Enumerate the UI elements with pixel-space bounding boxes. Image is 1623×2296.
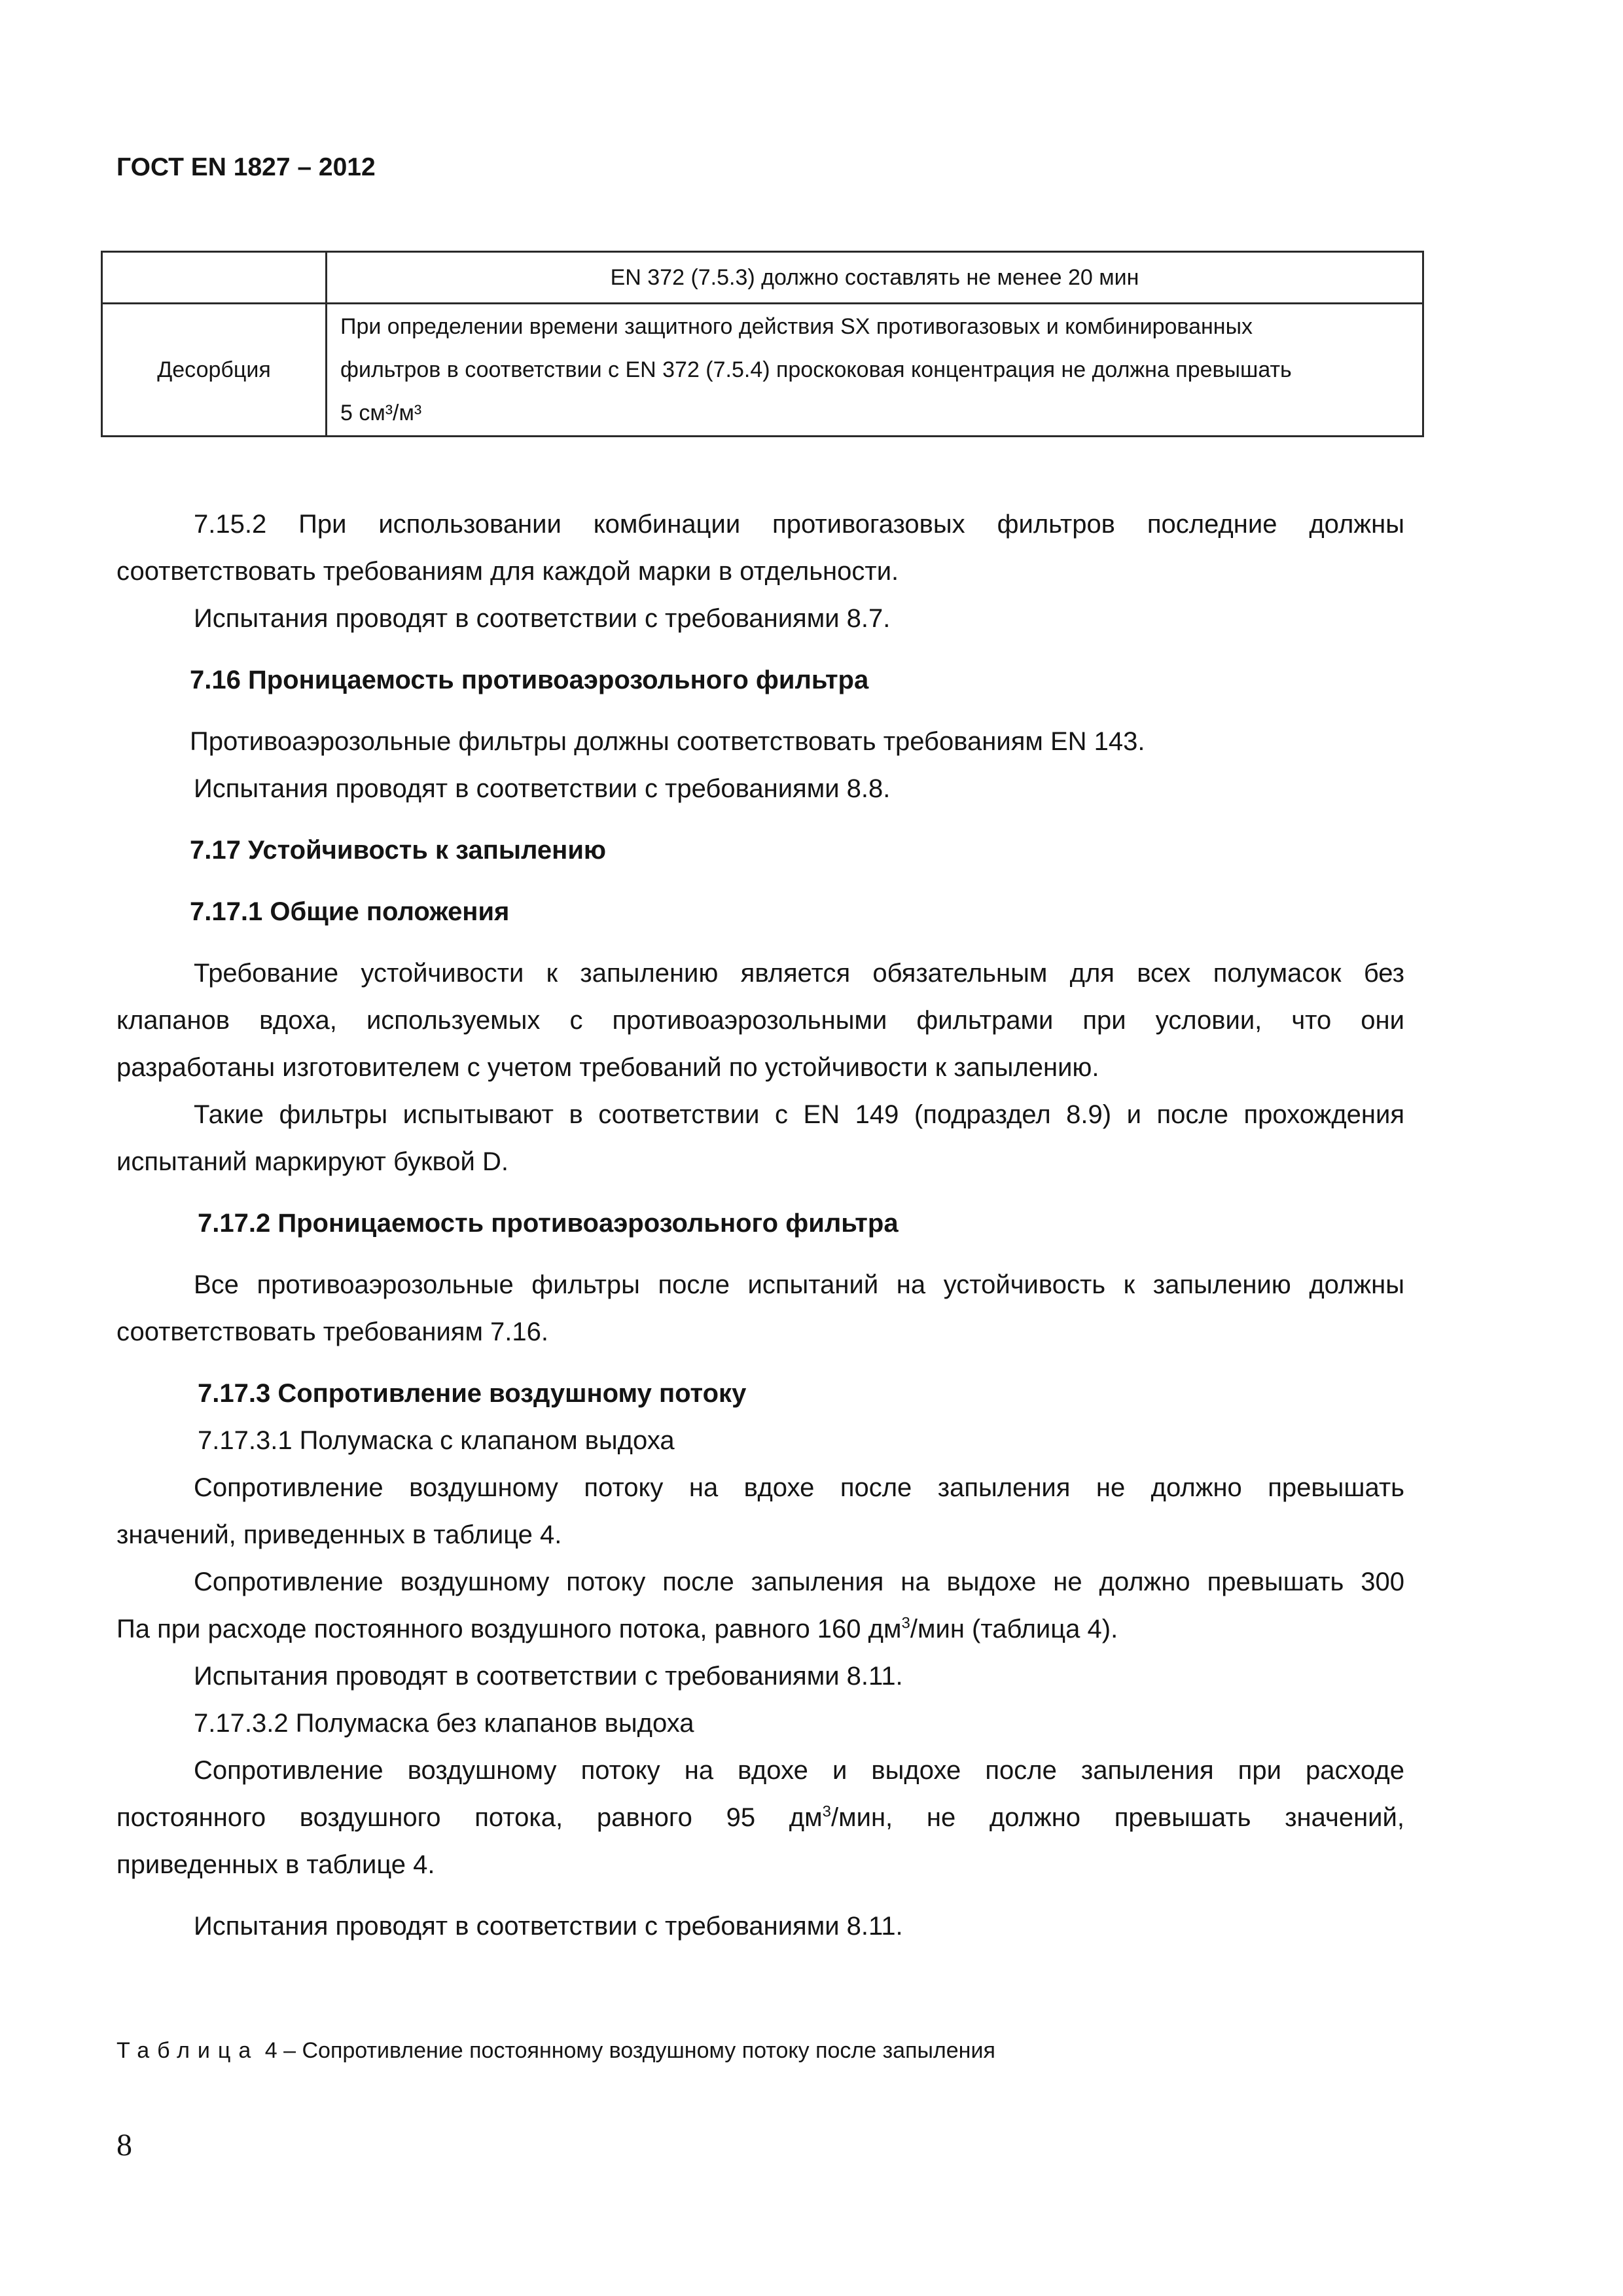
section-heading-7-17: 7.17 Устойчивость к запылению [190,836,607,865]
paragraph-line: соответствовать требованиям для каждой марки в отдельности. [116,557,899,586]
superscript: 3 [901,1614,910,1632]
paragraph-line: Противоаэрозольные фильтры должны соответствовать требованиям EN 143. [190,727,1145,756]
paragraph-line: Испытания проводят в соответствии с требованиями 8.11. [194,1912,903,1941]
table-cell-line: При определении времени защитного действия SX противогазовых и комбинированных [340,314,1253,339]
paragraph-line [116,1794,1404,1841]
paragraph-line: Сопротивление воздушному потоку после запыления на выдохе не должно превышать 300 [194,1568,1404,1596]
paragraph-line: разработаны изготовителем с учетом требований по устойчивости к запылению. [116,1053,1099,1082]
section-heading-7-17-2: 7.17.2 Проницаемость противоаэрозольного фильтра [198,1209,899,1238]
paragraph-line [116,1605,1404,1653]
table-row [102,304,1423,437]
section-heading-7-16: 7.16 Проницаемость противоаэрозольного фильтра [190,666,869,694]
subsection-heading: 7.17.3.1 Полумаска с клапаном выдоха [198,1426,675,1455]
table-cell-line: 5 см³/м³ [340,401,422,425]
paragraph-line: Сопротивление воздушному потоку на вдохе после запыления не должно превышать [194,1473,1404,1502]
table-cell-text [327,304,1423,437]
paragraph-line: 7.15.2 При использовании комбинации противогазовых фильтров последние должны [194,510,1404,539]
document-body [116,501,1404,1950]
page-number: 8 [116,2128,132,2162]
table-cell-label [102,252,327,304]
paragraph-line: Все противоаэрозольные фильтры после испытаний на устойчивость к запылению должны [194,1270,1404,1299]
paragraph-line: значений, приведенных в таблице 4. [116,1520,562,1549]
superscript: 3 [822,1803,831,1821]
caption-label: Таблица [116,2038,259,2063]
caption-text: 4 – Сопротивление постоянному воздушному потоку после запыления [264,2038,995,2063]
document-header: ГОСТ EN 1827 – 2012 [116,153,376,181]
table-cell-line: фильтров в соответствии с EN 372 (7.5.4) проскоковая концентрация не должна превышать [340,357,1292,382]
paragraph-line: Требование устойчивости к запылению является обязательным для всех полумасок без [194,959,1404,988]
requirements-table [101,251,1424,437]
paragraph-line: Испытания проводят в соответствии с требованиями 8.7. [194,604,891,633]
section-heading-7-17-1: 7.17.1 Общие положения [190,897,510,926]
text-run: /мин, не должно превышать значений, [830,1803,1404,1832]
subsection-heading: 7.17.3.2 Полумаска без клапанов выдоха [194,1709,694,1738]
paragraph-line: Испытания проводят в соответствии с требованиями 8.8. [194,774,891,803]
paragraph-line: Испытания проводят в соответствии с требованиями 8.11. [194,1662,903,1691]
table-cell-text: EN 372 (7.5.3) должно составлять не менее 20 мин [327,252,1423,304]
paragraph-line: Сопротивление воздушному потоку на вдохе и выдохе после запыления при расходе [194,1756,1404,1785]
table-caption [116,2038,995,2064]
paragraph-line: соответствовать требованиям 7.16. [116,1318,549,1346]
paragraph-line: клапанов вдоха, используемых с противоаэрозольными фильтрами при условии, что они [116,1006,1404,1035]
table-cell-label: Десорбция [102,304,327,437]
paragraph-line: Такие фильтры испытывают в соответствии с EN 149 (подраздел 8.9) и после прохождения [194,1100,1404,1129]
paragraph-line: приведенных в таблице 4. [116,1850,435,1879]
table-row [102,252,1423,304]
text-run: /мин (таблица 4). [910,1615,1118,1643]
text-run: постоянного воздушного потока, равного 95 дм [116,1803,823,1832]
text-run: Па при расходе постоянного воздушного потока, равного 160 дм [116,1615,902,1643]
paragraph-line: испытаний маркируют буквой D. [116,1147,508,1176]
section-heading-7-17-3: 7.17.3 Сопротивление воздушному потоку [198,1379,747,1408]
